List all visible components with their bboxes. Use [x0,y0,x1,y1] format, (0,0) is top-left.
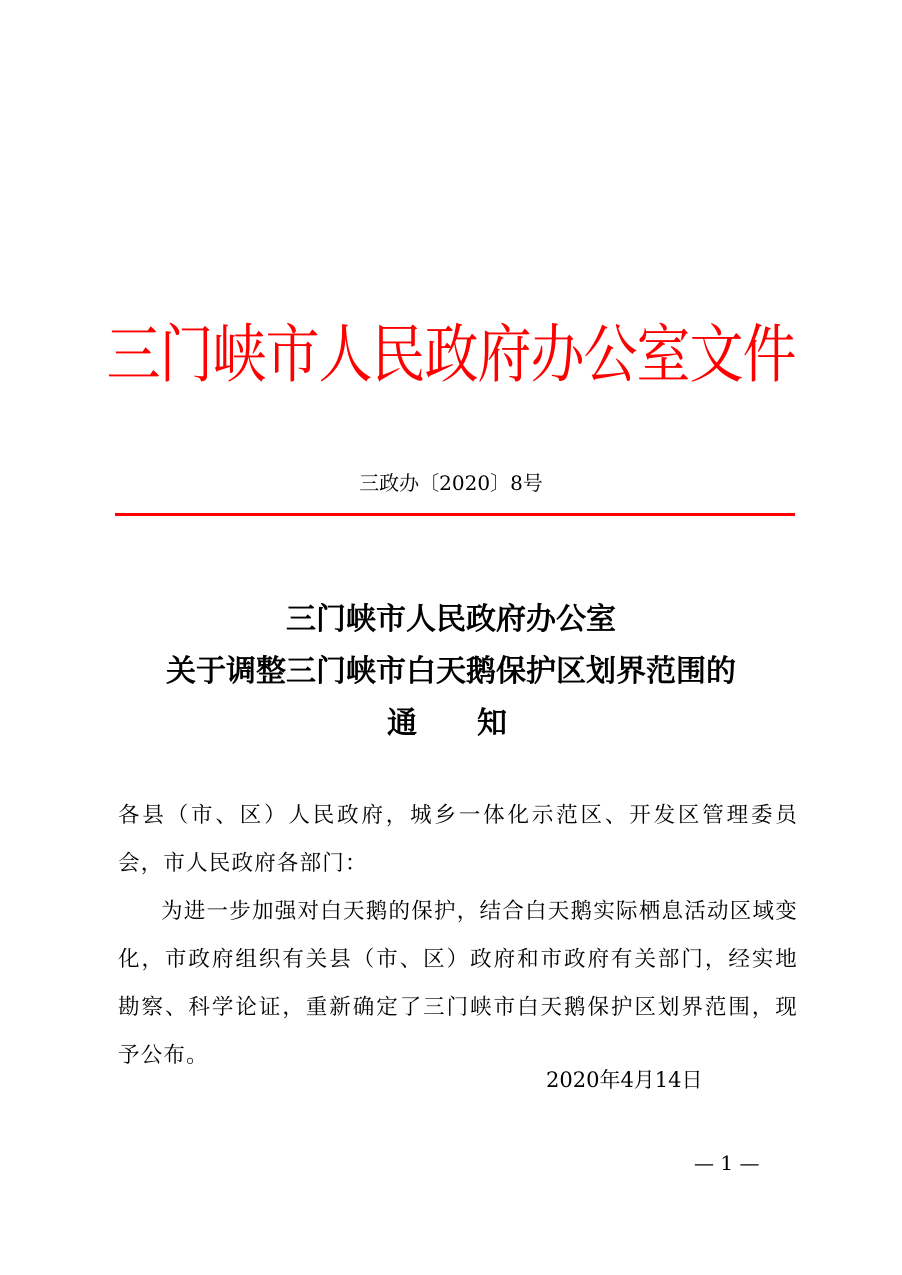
body-paragraph: 为进一步加强对白天鹅的保护，结合白天鹅实际栖息活动区域变化，市政府组织有关县（市、区）政府和市政府有关部门，经实地勘察、科学论证，重新确定了三门峡市白天鹅保护区划界范围，现予公布。 [118,899,798,1068]
salutation: 各县（市、区）人民政府，城乡一体化示范区、开发区管理委员会，市人民政府各部门： [118,803,798,876]
title-line-issuer: 三门峡市人民政府办公室 [286,602,616,637]
title-line-notice: 通知 [387,706,567,741]
red-divider-rule [115,513,795,516]
issue-date: 2020年4月14日 [546,1068,703,1092]
document-number: 三政办〔2020〕8号 [359,471,543,495]
document-title [0,594,902,750]
title-line-subject: 关于调整三门峡市白天鹅保护区划界范围的 [166,654,736,689]
masthead-title: 三门峡市人民政府办公室文件 [106,317,796,392]
document-body [118,792,798,1080]
page-number: — 1 — [694,1151,760,1175]
